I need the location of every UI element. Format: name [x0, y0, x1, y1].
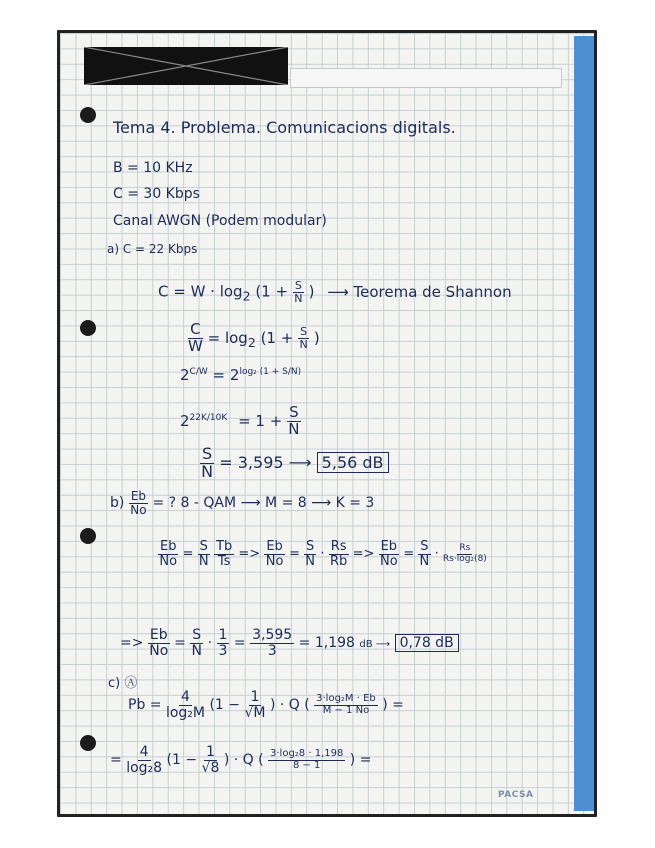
sqrt-argument: [314, 694, 378, 716]
fraction-num: 3·log₂M · Eb: [316, 693, 376, 705]
equation-4: [180, 405, 301, 438]
formula-text: 2: [180, 411, 190, 430]
fraction-num: 3·log₂8 · 1,198: [270, 748, 344, 760]
fraction-num: 1: [250, 689, 260, 705]
formula-text: =: [182, 546, 194, 562]
equation-6: [158, 540, 487, 568]
formula-text: C = W · log: [158, 282, 243, 301]
fraction-den: No: [265, 553, 284, 569]
result-box-b: 0,78 dB: [395, 634, 459, 652]
fraction-num: S: [294, 279, 302, 292]
part-a-label: a) C = 22 Kbps: [107, 242, 198, 256]
formula-text: ) =: [349, 752, 372, 769]
formula-text: ·: [207, 635, 213, 652]
formula-text: (1 −: [209, 697, 241, 714]
formula-text: ) · Q (: [223, 752, 264, 769]
rate-fraction: [329, 540, 349, 568]
redaction-cross-icon: [84, 47, 288, 85]
fraction-num: S: [192, 627, 202, 643]
fraction-den: N: [299, 337, 308, 351]
channel-note: Canal AWGN (Podem modular): [113, 213, 327, 229]
fraction-den: 3: [218, 642, 228, 659]
formula-text: =: [233, 635, 246, 652]
result-box-a: 5,56 dB: [317, 452, 389, 473]
ebno-fraction: [148, 628, 170, 658]
fraction-den: N: [191, 642, 202, 659]
fraction-den: No: [130, 502, 147, 517]
formula-text: =: [110, 752, 122, 769]
formula-text: Pb =: [128, 697, 162, 714]
fraction-den: No: [159, 553, 178, 569]
formula-text: =>: [238, 546, 261, 562]
formula-text: =: [403, 546, 415, 562]
fraction-num: S: [199, 539, 208, 554]
superscript: C/W: [189, 367, 208, 377]
formula-text: = ? 8 - QAM ⟶ M = 8 ⟶ K = 3: [152, 495, 375, 512]
fraction-den: 8 − 1: [292, 759, 321, 771]
fraction-num: 4: [139, 744, 149, 760]
formula-text: = 1 +: [238, 411, 283, 430]
fraction-num: Eb: [266, 539, 283, 554]
fraction-num: S: [289, 403, 299, 421]
fraction-num: S: [420, 539, 429, 554]
punch-hole: [80, 320, 96, 336]
formula-text: (1 +: [260, 328, 294, 347]
fraction-num: S: [306, 539, 315, 554]
formula-text: ·: [434, 546, 439, 562]
formula-text: = log: [207, 328, 248, 347]
value-fraction: [250, 628, 294, 658]
formula-text: =: [288, 546, 300, 562]
formula-text: ·: [320, 546, 325, 562]
page-title: Tema 4. Problema. Comunicacions digitals.: [113, 118, 456, 137]
punch-hole: [80, 107, 96, 123]
equation-7: [120, 628, 459, 658]
fraction-num: Eb: [160, 539, 177, 554]
formula-text: =>: [352, 546, 375, 562]
formula-text: (1 +: [255, 282, 289, 301]
fraction-den: No: [379, 553, 398, 569]
snr-fraction: [190, 628, 203, 658]
brand-logo: PACSA: [498, 790, 534, 800]
snr-fraction: [304, 540, 316, 568]
subscript: 2: [242, 288, 251, 304]
part-b-line: [110, 490, 374, 516]
ebno-fraction: [158, 540, 178, 568]
formula-text: dB ⟶: [359, 639, 391, 651]
formula-text: ) · Q (: [269, 697, 310, 714]
sqrt-m-fraction: [244, 690, 265, 720]
fraction-num: Tb: [216, 539, 233, 554]
subscript: 2: [247, 334, 256, 350]
given-bandwidth: B = 10 KHz: [113, 160, 193, 176]
fraction-den: log₂8: [126, 759, 163, 776]
fraction-den: 3: [267, 642, 277, 659]
punch-hole: [80, 528, 96, 544]
equation-5: [200, 446, 389, 481]
fraction-num: S: [202, 444, 213, 463]
fraction-num: Eb: [149, 627, 168, 643]
ebno-fraction: [379, 540, 399, 568]
fraction-den: √8: [201, 759, 220, 776]
fraction-den: N: [198, 553, 209, 569]
redacted-header-box: [84, 47, 288, 85]
ebno-fraction: [264, 540, 284, 568]
sqrt-argument: [268, 749, 345, 771]
margin-stripe: [574, 36, 594, 811]
fraction-den: N: [201, 461, 214, 481]
formula-text: =>: [120, 635, 144, 652]
fraction-den: W: [188, 336, 203, 355]
fraction-num: 1: [218, 627, 228, 643]
cw-fraction: [188, 322, 203, 355]
fraction-num: 3,595: [252, 627, 293, 643]
part-b-label: b): [110, 495, 125, 512]
fraction-den: N: [305, 553, 315, 569]
formula-text: = 3,595 ⟶: [219, 452, 312, 472]
rate-log-fraction: [443, 544, 487, 564]
fraction-den: N: [288, 419, 300, 438]
equation-9: [110, 745, 371, 775]
fraction-num: 4: [181, 689, 190, 705]
formula-text: = 2: [212, 366, 240, 384]
snr-fraction: [198, 540, 210, 568]
fraction-num: S: [300, 325, 308, 339]
fraction-den: N: [294, 291, 303, 305]
superscript: log₂ (1 + S/N): [239, 367, 302, 377]
formula-text: (1 −: [166, 752, 198, 769]
punch-hole: [80, 735, 96, 751]
fraction-den: Rb: [329, 553, 348, 569]
fraction-num: C: [190, 320, 201, 338]
fraction-den: Rs·log₂(8): [442, 553, 487, 564]
fraction-den: M − 1 No: [322, 704, 370, 716]
fraction-den: √M: [244, 704, 266, 721]
header-field: [290, 68, 562, 88]
fraction-den: log₂M: [165, 704, 206, 721]
fraction-num: 1: [205, 744, 215, 760]
fraction-num: Rs: [330, 539, 347, 554]
fraction-den: Ts: [217, 553, 231, 569]
four-fraction: [126, 745, 162, 775]
snr-fraction: [287, 405, 301, 438]
time-fraction: [214, 540, 234, 568]
part-c-label: c) Ⓐ: [108, 676, 138, 691]
snr-fraction: [298, 326, 309, 350]
equation-8: [128, 690, 404, 720]
fraction-num: Eb: [130, 489, 147, 503]
third-fraction: [217, 628, 230, 658]
formula-text: 2: [180, 366, 190, 384]
fraction-num: Rs: [459, 543, 471, 554]
formula-text: ) =: [382, 697, 404, 714]
snr-fraction: [200, 446, 214, 481]
fraction-num: Eb: [380, 539, 398, 554]
fraction-den: No: [149, 642, 169, 659]
fraction-den: N: [419, 553, 430, 569]
shannon-arrow-label: ⟶ Teorema de Shannon: [327, 282, 512, 301]
superscript: 22K/10K: [189, 412, 228, 423]
formula-text: =: [174, 635, 186, 652]
snr-fraction: [293, 280, 304, 304]
snr-fraction: [418, 540, 430, 568]
sqrt-8-fraction: [202, 745, 220, 775]
equation-3: [180, 366, 301, 384]
given-capacity: C = 30 Kbps: [113, 186, 200, 202]
formula-text: = 1,198: [298, 635, 355, 652]
four-fraction: [166, 690, 205, 720]
equation-2: $\frac{C}{W}$ = $\log_2 (1$ + $\frac{S}{N}$ ): [188, 320, 320, 355]
shannon-formula: $C = W \cdot \log_2 (1$ + $\frac{S}{N}$ ) ⟶ Teorema de Shannon: [158, 279, 512, 305]
ebno-fraction: [129, 490, 148, 516]
